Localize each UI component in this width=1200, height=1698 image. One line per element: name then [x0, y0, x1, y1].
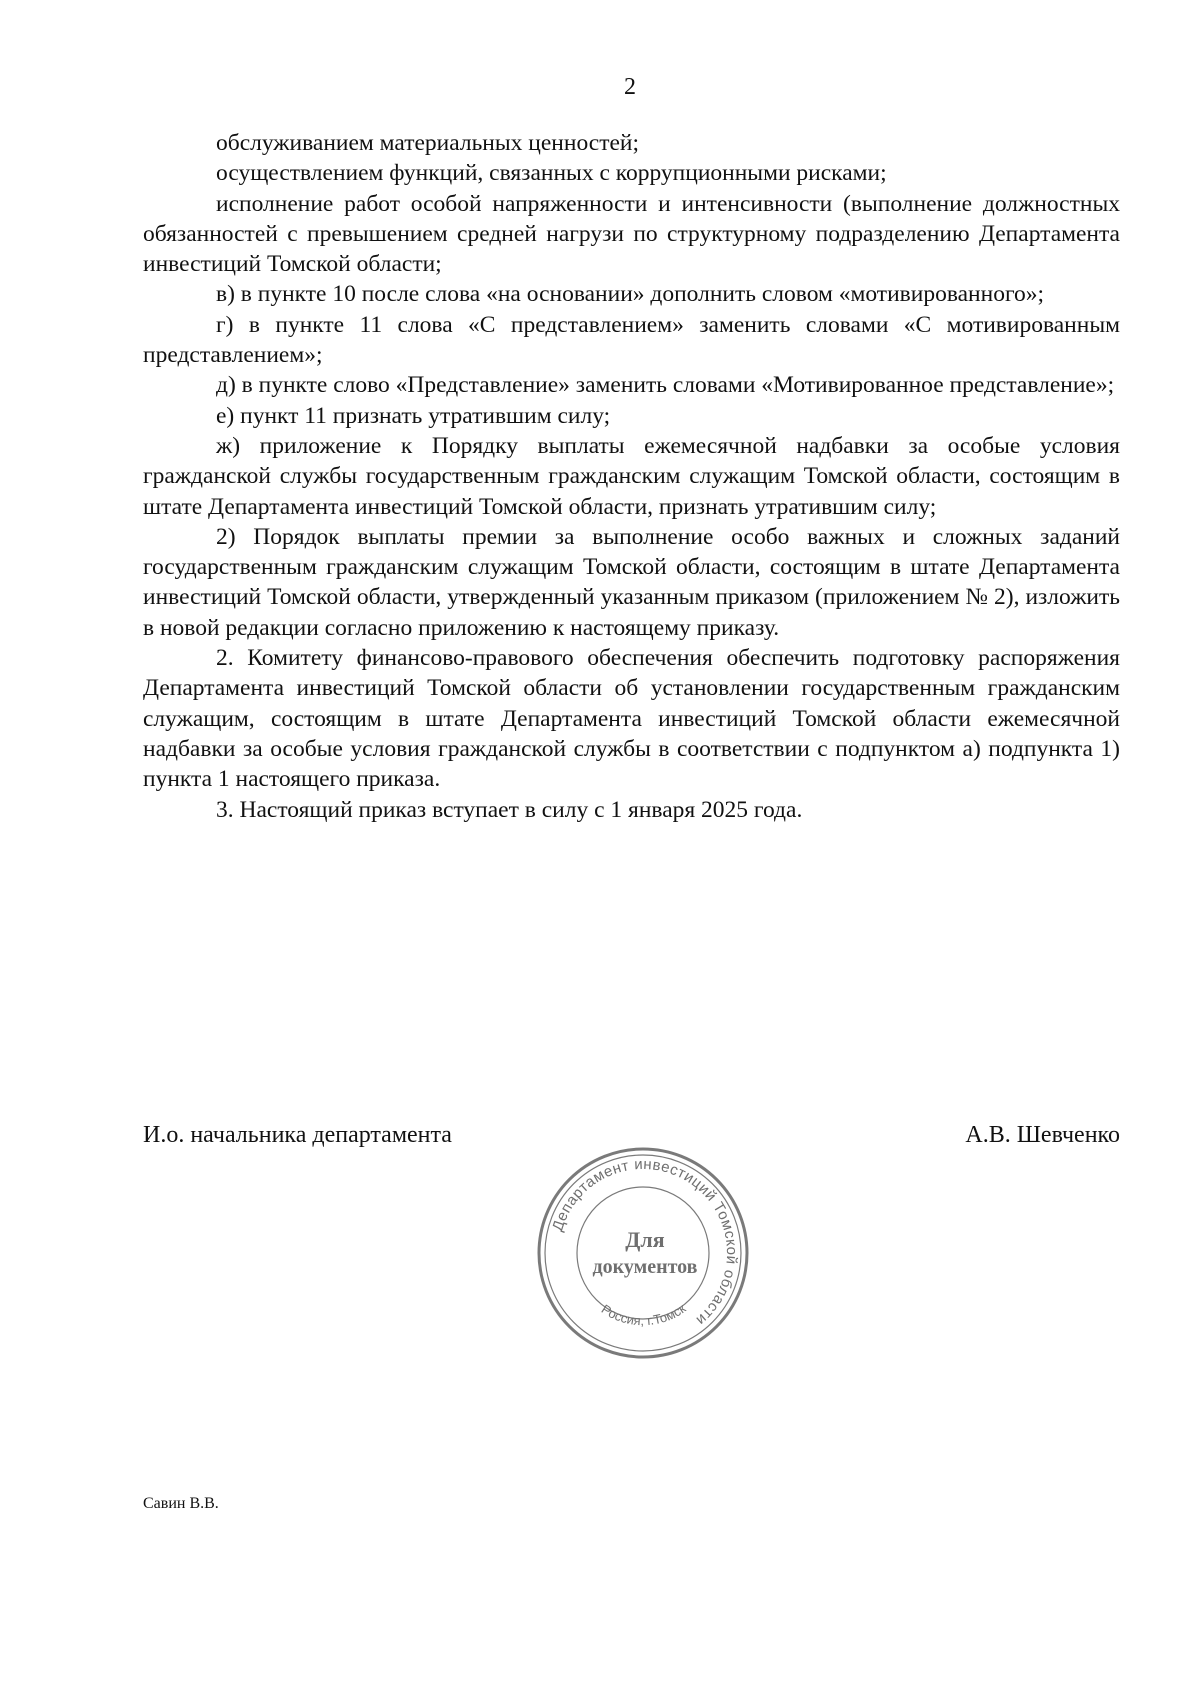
stamp-ring-text: Департамент инвестиций Томской области — [549, 1155, 741, 1329]
official-stamp — [533, 1143, 753, 1363]
paragraph: е) пункт 11 признать утратившим силу; — [216, 402, 611, 429]
paragraph: исполнение работ особой напряженности и интенсивности (выполнение должностных обязанностей с превышением средней нагрузи по структурному подразделению Департамента инвестиций Томской области; — [143, 190, 1120, 278]
paragraph: обслуживанием материальных ценностей; — [216, 130, 640, 156]
paragraph: в) в пункте 10 после слова «на основании» дополнить словом «мотивированного»; — [216, 281, 1045, 308]
signatory-position: И.о. начальника департамента — [143, 1122, 452, 1148]
signatory-name: А.В. Шевченко — [965, 1122, 1120, 1148]
stamp-center-line-2: документов — [592, 1256, 698, 1278]
paragraph: ж) приложение к Порядку выплаты ежемесячной надбавки за особые условия гражданской службы государственным гражданским служащим Томской области, состоящим в штате Департамента инвестиций Томской области, признать утратившим силу; — [143, 432, 1120, 520]
paragraph: г) в пункте 11 слова «С представлением» заменить словами «С мотивированным представлением»; — [143, 311, 1120, 369]
page-number: 2 — [624, 74, 636, 100]
paragraph: 2. Комитету финансово-правового обеспечения обеспечить подготовку распоряжения Департамента инвестиций Томской области об установлении государственным гражданским служащим, состоящим в штате Департамента инвестиций Томской области ежемесячной надбавки за особые условия гражданской службы в соответствии с подпунктом а) подпункта 1) пункта 1 настоящего приказа. — [143, 645, 1120, 793]
paragraph: 2) Порядок выплаты премии за выполнение особо важных и сложных заданий государственным гражданским служащим Томской области, состоящим в штате Департамента инвестиций Томской области, утвержденный указанным приказом (приложением № 2), изложить в новой редакции согласно приложению к настоящему приказу. — [143, 523, 1120, 641]
paragraph: 3. Настоящий приказ вступает в силу с 1 января 2025 года. — [216, 796, 803, 823]
stamp-text-ring — [577, 1187, 709, 1319]
document-body — [143, 128, 1120, 825]
stamp-center-line-1: Для — [625, 1227, 665, 1252]
stamp-bottom-text: Россия, г.Томск — [598, 1300, 689, 1329]
paragraph: осуществлением функций, связанных с коррупционными рисками; — [216, 160, 887, 187]
paragraph: д) в пункте слово «Представление» заменить словами «Мотивированное представление»; — [216, 372, 1115, 399]
executor-name: Савин В.В. — [143, 1495, 219, 1512]
